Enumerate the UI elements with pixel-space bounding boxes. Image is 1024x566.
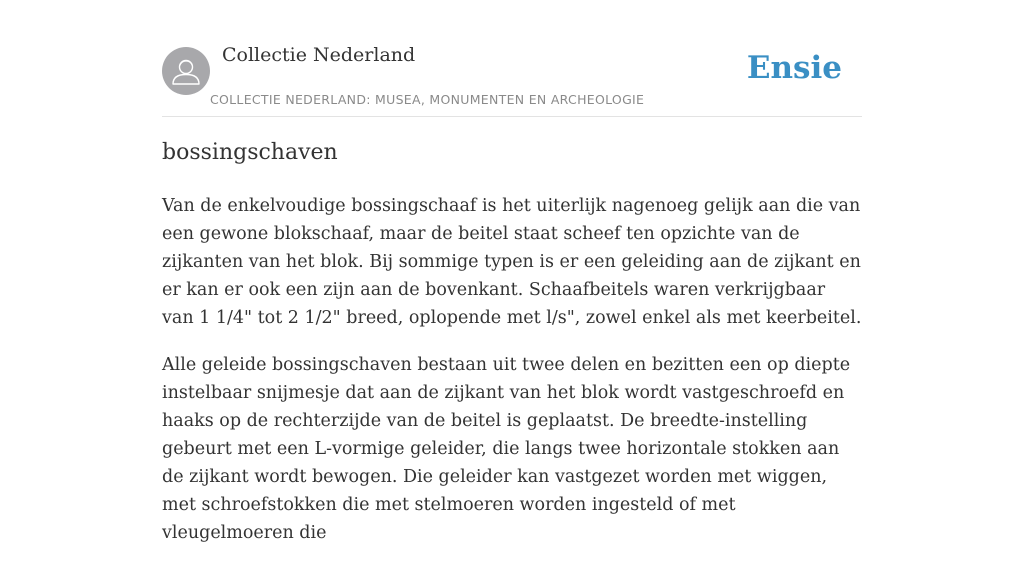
article-body (162, 192, 862, 566)
source-name[interactable]: COLLECTIE NEDERLAND: MUSEA, MONUMENTEN EN ARCHEOLOGIE (210, 92, 645, 107)
user-silhouette-icon (162, 47, 210, 95)
article-header (162, 0, 862, 117)
brand-logo[interactable]: Ensie (746, 50, 842, 86)
article-paragraph: Van de enkelvoudige bossingschaaf is het uiterlijk nagenoeg gelijk aan die van een gewone blokschaaf, maar de beitel staat scheef ten opzichte van de zijkanten van het blok. Bij sommige typen is er een geleiding aan de zijkant en er kan er ook een zijn aan de bovenkant. Schaafbeitels waren verkrijgbaar van 1 1/4" tot 2 1/2" breed, oplopende met l/s", zowel enkel als met keerbeitel. (162, 196, 862, 328)
author-name[interactable]: Collectie Nederland (222, 44, 416, 66)
article-page (162, 0, 862, 543)
article-title: bossingschaven (162, 140, 338, 165)
author-avatar[interactable] (162, 47, 210, 95)
article-paragraph: Alle geleide bossingschaven bestaan uit twee delen en bezitten een op diepte instelbaar snijmesje dat aan de zijkant van het blok wordt vastgeschroefd en haaks op de rechterzijde van de beitel is geplaatst. De breedte-instelling gebeurt met een L-vormige geleider, die langs twee horizontale stokken aan de zijkant wordt bewogen. Die geleider kan vastgezet worden met wiggen, met schroefstokken die met stelmoeren worden ingesteld of met vleugelmoeren die (162, 355, 851, 543)
